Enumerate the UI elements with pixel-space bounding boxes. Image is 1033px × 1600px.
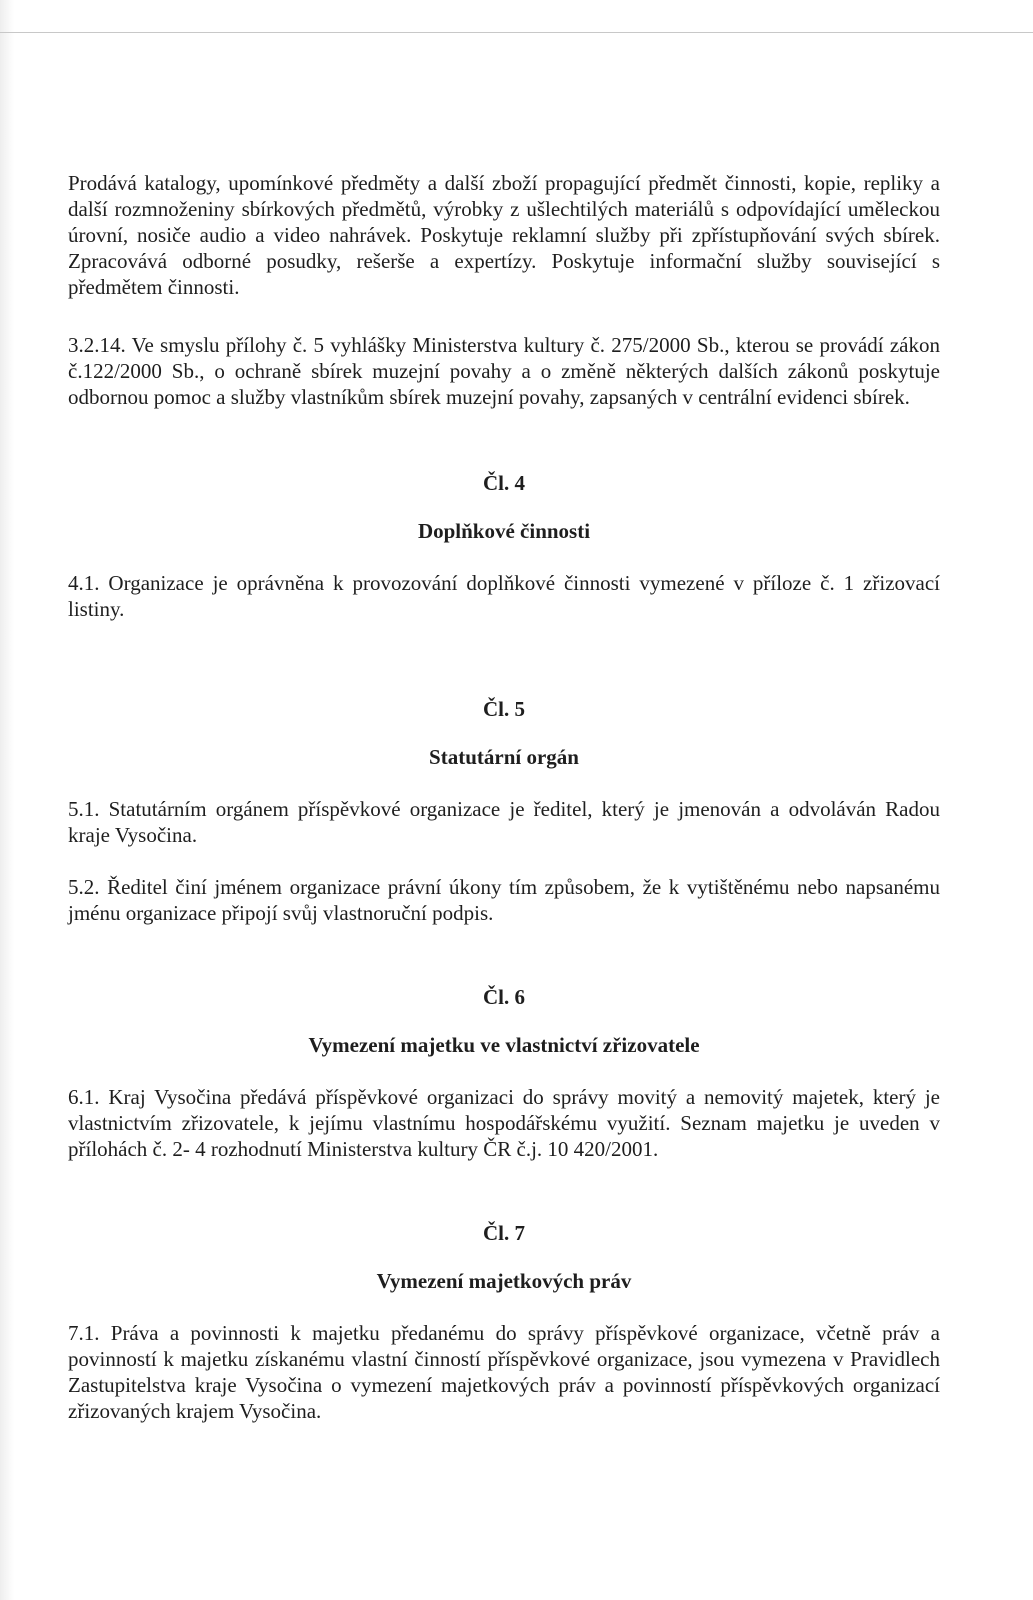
paragraph-7-1: 7.1. Práva a povinnosti k majetku předanému do správy příspěvkové organizace, včetně práv a povinností k majetku získanému vlastní činností příspěvkové organizace, jsou vymezena v Pravidlech Zastupitelstva kraje Vysočina o vymezení majetkových práv a povinností příspěvkových organizací zřizovaných krajem Vysočina. bbox=[68, 1321, 940, 1423]
article-5-number: Čl. 5 bbox=[483, 697, 525, 721]
article-4-number: Čl. 4 bbox=[483, 471, 525, 495]
paragraph-5-2: 5.2. Ředitel činí jménem organizace právní úkony tím způsobem, že k vytištěnému nebo napsanému jménu organizace připojí svůj vlastnoruční podpis. bbox=[68, 875, 940, 925]
paragraph-3-2-14: 3.2.14. Ve smyslu přílohy č. 5 vyhlášky Ministerstva kultury č. 275/2000 Sb., kterou se provádí zákon č.122/2000 Sb., o ochraně sbírek muzejní povahy a o změně některých dalších zákonů poskytuje odbornou pomoc a služby vlastníkům sbírek muzejní povahy, zapsaných v centrální evidenci sbírek. bbox=[68, 333, 940, 409]
article-6-number: Čl. 6 bbox=[483, 985, 525, 1009]
paragraph-4-1: 4.1. Organizace je oprávněna k provozování doplňkové činnosti vymezené v příloze č. 1 zřizovací listiny. bbox=[68, 571, 940, 621]
article-4-title: Doplňkové činnosti bbox=[417, 519, 591, 543]
article-7-title: Vymezení majetkových práv bbox=[376, 1269, 632, 1293]
article-5-title: Statutární orgán bbox=[429, 745, 579, 769]
scan-shadow-left bbox=[0, 0, 14, 1600]
document-page bbox=[68, 168, 940, 1424]
intro-paragraph: Prodává katalogy, upomínkové předměty a další zboží propagující předmět činnosti, kopie, repliky a další rozmnoženiny sbírkových předmětů, výrobky z ušlechtilých materiálů s odpovídající uměleckou úrovní, nosiče audio a video nahrávek. Poskytuje reklamní služby při zpřístupňování svých sbírek. Zpracovává odborné posudky, rešerše a expertízy. Poskytuje informační služby související s předmětem činnosti. bbox=[68, 171, 940, 299]
scan-edge-top bbox=[0, 32, 1033, 33]
paragraph-5-1: 5.1. Statutárním orgánem příspěvkové organizace je ředitel, který je jmenován a odvoláván Radou kraje Vysočina. bbox=[68, 797, 940, 847]
article-7-number: Čl. 7 bbox=[483, 1221, 525, 1245]
article-6-title: Vymezení majetku ve vlastnictví zřizovatele bbox=[308, 1033, 700, 1057]
paragraph-6-1: 6.1. Kraj Vysočina předává příspěvkové organizaci do správy movitý a nemovitý majetek, který je vlastnictvím zřizovatele, k jejímu vlastnímu hospodářskému využití. Seznam majetku je uveden v přílohách č. 2- 4 rozhodnutí Ministerstva kultury ČR č.j. 10 420/2001. bbox=[68, 1085, 940, 1161]
